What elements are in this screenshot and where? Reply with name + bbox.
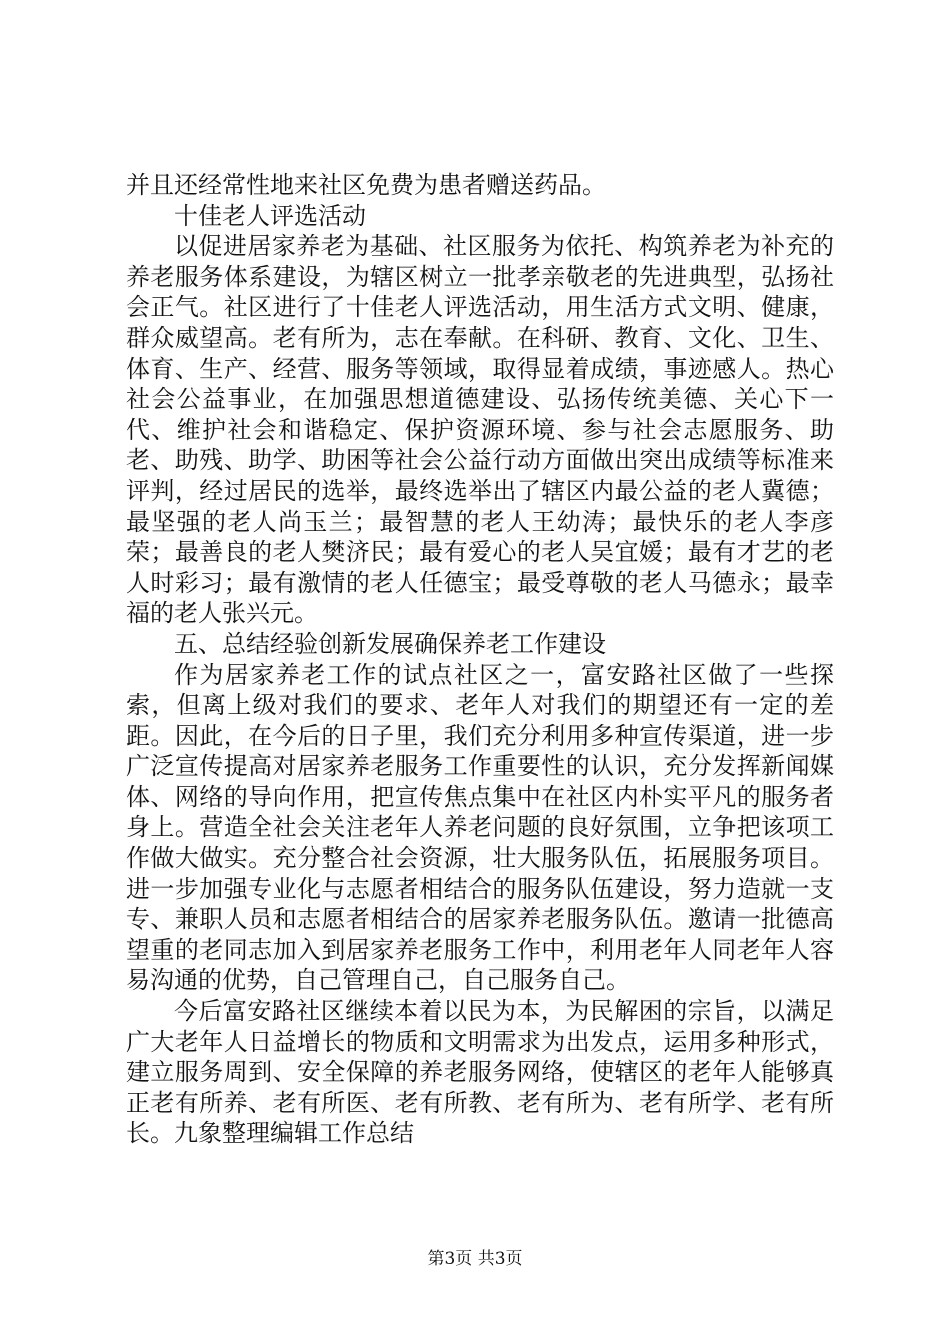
section-heading-elderly-selection: 十佳老人评选活动 <box>174 201 366 230</box>
document-body <box>126 170 834 1149</box>
section-heading-summary: 五、总结经验创新发展确保养老工作建设 <box>174 629 606 658</box>
page-footer: 第3页 共3页 <box>427 1249 523 1269</box>
paragraph-future: 今后富安路社区继续本着以民为本，为民解困的宗旨，以满足广大老年人日益增长的物质和文明需求为出发点，运用多种形式，建立服务周到、安全保障的养老服务网络，使辖区的老年人能够真正老有所养、老有所医、老有所教、老有所为、老有所学、老有所长。九象整理编辑工作总结 <box>126 997 834 1148</box>
paragraph-summary: 作为居家养老工作的试点社区之一，富安路社区做了一些探索，但离上级对我们的要求、老年人对我们的期望还有一定的差距。因此，在今后的日子里，我们充分利用多种宣传渠道，进一步广泛宣传提高对居家养老服务工作重要性的认识，充分发挥新闻媒体、网络的导向作用，把宣传焦点集中在社区内朴实平凡的服务者身上。营造全社会关注老年人养老问题的良好氛围，立争把该项工作做大做实。充分整合社会资源，壮大服务队伍，拓展服务项目。进一步加强专业化与志愿者相结合的服务队伍建设，努力造就一支专、兼职人员和志愿者相结合的居家养老服务队伍。邀请一批德高望重的老同志加入到居家养老服务工作中，利用老年人同老年人容易沟通的优势，自己管理自己，自己服务自己。 <box>126 660 834 995</box>
paragraph-continuation: 并且还经常性地来社区免费为患者赠送药品。 <box>126 171 606 199</box>
paragraph-elderly-selection: 以促进居家养老为基础、社区服务为依托、构筑养老为补充的养老服务体系建设，为辖区树立一批孝亲敬老的先进典型，弘扬社会正气。社区进行了十佳老人评选活动，用生活方式文明、健康，群众威望高。老有所为，志在奉献。在科研、教育、文化、卫生、体育、生产、经营、服务等领域，取得显着成绩，事迹感人。热心社会公益事业，在加强思想道德建设、弘扬传统美德、关心下一代、维护社会和谐稳定、保护资源环境、参与社会志愿服务、助老、助残、助学、助困等社会公益行动方面做出突出成绩等标准来评判，经过居民的选举，最终选举出了辖区内最公益的老人冀德；最坚强的老人尚玉兰；最智慧的老人王幼涛；最快乐的老人李彦荣；最善良的老人樊济民；最有爱心的老人吴宜媛；最有才艺的老人时彩习；最有激情的老人任德宝；最受尊敬的老人马德永；最幸福的老人张兴元。 <box>126 232 834 628</box>
